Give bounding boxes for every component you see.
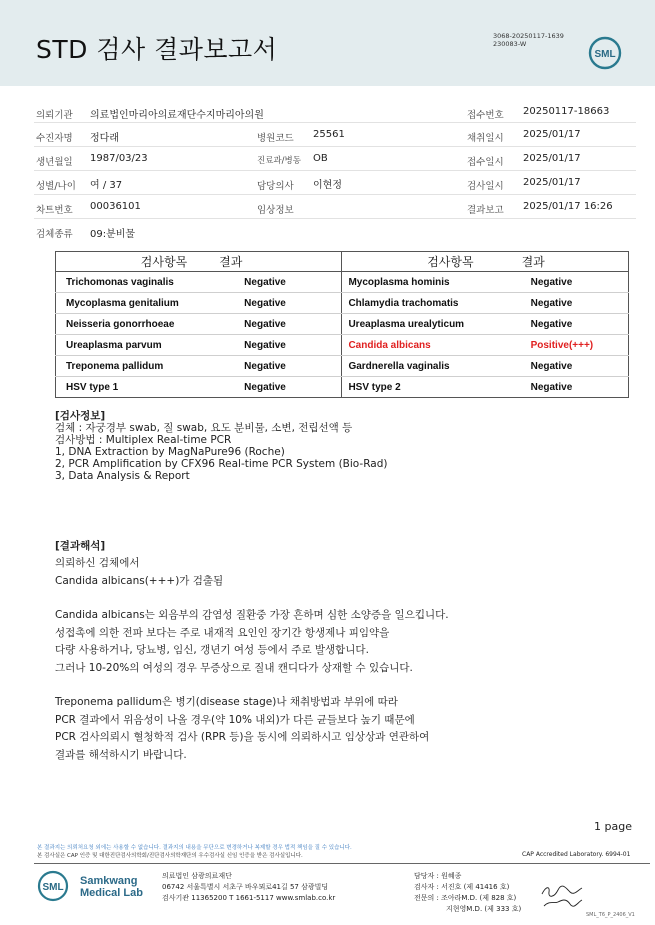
chart-value: 00036101 [90, 201, 141, 212]
footer-divider [34, 863, 650, 864]
test-date-value: 2025/01/17 [523, 177, 581, 188]
test-info-line: 3, Data Analysis & Report [55, 470, 190, 482]
table-row [56, 377, 629, 398]
test-result-positive: Positive(+++) [492, 335, 629, 356]
interpretation-line: PCR 결과에서 위음성이 나올 경우(약 10% 내외)가 다른 균들보다 높기 때문에 [55, 713, 415, 726]
interpretation-line: Treponema pallidum은 병기(disease stage)나 채취방법과 부위에 따라 [55, 696, 398, 708]
specimen-label: 검체종류 [36, 229, 73, 240]
test-result: Negative [492, 356, 629, 377]
sml-logo-text: SML [594, 49, 616, 60]
test-result: Negative [492, 293, 629, 314]
test-item: Neisseria gonorrhoeae [56, 314, 206, 335]
birth-label: 생년월일 [36, 157, 73, 168]
report-date-value: 2025/01/17 16:26 [523, 201, 613, 212]
reception-value: 20250117-18663 [523, 106, 610, 117]
divider [34, 122, 636, 123]
footer-note-1: 본 결과지는 의뢰처요청 외에는 사용할 수 없습니다. 결과지의 내용을 무단으로 변경하거나 복제할 경우 법적 책임을 질 수 있습니다. [37, 845, 352, 851]
test-result: Negative [205, 335, 342, 356]
results-table [55, 251, 629, 398]
divider [34, 170, 636, 171]
chart-label: 차트번호 [36, 205, 73, 216]
interpretation-line: 다량 사용하거나, 당뇨병, 임신, 갱년기 여성 등에서 주로 발생합니다. [55, 644, 369, 656]
clinical-label: 임상정보 [257, 205, 294, 216]
col-result-left: 결과 [205, 252, 342, 272]
test-item: Ureaplasma parvum [56, 335, 206, 356]
interpretation-line: 결과를 해석하시기 바랍니다. [55, 748, 187, 761]
col-result-right: 결과 [492, 252, 629, 272]
staff-line: 지현영M.D. (제 333 호) [446, 905, 522, 913]
interpretation-line: 그러나 10-20%의 여성의 경우 무증상으로 질내 캔디다가 상재할 수 있습니다. [55, 661, 413, 674]
interpretation-paragraph [55, 607, 449, 677]
interpretation-line: Candida albicans(+++)가 검출됨 [55, 574, 224, 587]
sex-age-value: 여 / 37 [90, 180, 123, 191]
report-header [0, 0, 655, 86]
divider [34, 194, 636, 195]
test-item: Treponema pallidum [56, 356, 206, 377]
test-result: Negative [492, 272, 629, 293]
test-item: Trichomonas vaginalis [56, 272, 206, 293]
interpretation-line: PCR 검사의뢰시 혈청학적 검사 (RPR 등)을 동시에 의뢰하시고 임상상과 연관하여 [55, 731, 430, 743]
samkwang-logo-text: SML [42, 882, 64, 893]
patient-value: 정다래 [90, 133, 119, 144]
divider [34, 218, 636, 219]
lab-name [80, 875, 143, 899]
dept-label: 진료과/병동 [257, 156, 301, 166]
results-header-row [56, 252, 629, 272]
org-name: 의료법인 삼광의료재단 [162, 872, 232, 880]
test-result: Negative [205, 314, 342, 335]
receive-date-value: 2025/01/17 [523, 153, 581, 164]
test-result: Negative [205, 293, 342, 314]
test-result: Negative [205, 356, 342, 377]
lab-name-line-2: Medical Lab [80, 887, 143, 899]
signature-icon [540, 882, 584, 912]
test-info-line: 검체 : 자궁경부 swab, 질 swab, 요도 분비물, 소변, 전립선액 등 [55, 422, 353, 434]
org-contact: 검사기관 11365200 T 1661-5117 www.smlab.co.kr [162, 894, 336, 902]
interpretation-section [55, 538, 449, 764]
test-result: Negative [205, 272, 342, 293]
staff-line: 검사자 : 서진호 (제 41416 호) [414, 883, 510, 891]
patient-label: 수진자명 [36, 133, 73, 144]
doctor-value: 이현정 [313, 180, 342, 191]
document-code-line-2: 230083-W [493, 40, 527, 48]
table-row [56, 272, 629, 293]
specimen-value: 09:분비물 [90, 229, 136, 240]
lab-name-line-1: Samkwang [80, 875, 138, 887]
test-info-section [55, 410, 387, 482]
birth-value: 1987/03/23 [90, 153, 148, 164]
report-date-label: 결과보고 [467, 205, 504, 216]
test-date-label: 검사일시 [467, 181, 504, 192]
sex-age-label: 성별/나이 [36, 181, 76, 192]
institution-value: 의료법인마리아의료재단수지마리아의원 [90, 110, 264, 121]
dept-value: OB [313, 153, 328, 164]
divider [34, 146, 636, 147]
document-code-line-1: 3068-20250117-1639 [493, 32, 564, 40]
collect-date-value: 2025/01/17 [523, 129, 581, 140]
interpretation-paragraph [55, 694, 449, 764]
samkwang-logo-icon [36, 870, 76, 902]
table-row [56, 356, 629, 377]
receive-date-label: 접수일시 [467, 157, 504, 168]
hospital-code-label: 병원코드 [257, 133, 294, 144]
interpretation-line: Candida albicans는 외음부의 감염성 질환중 가장 흔하며 심한 소양증을 일으킵니다. [55, 609, 449, 621]
report-title: STD 검사 결과보고서 [36, 35, 278, 64]
staff-line: 전문의 : 조아라M.D. (제 828 호) [414, 894, 517, 902]
test-item: HSV type 1 [66, 381, 119, 393]
table-row [56, 335, 629, 356]
interpretation-line: 의뢰하신 검체에서 [55, 557, 140, 569]
col-item-left: 검사항목 [56, 252, 206, 272]
footer-note-2: 본 검사실은 CAP 인증 및 대한진단검사의학회/진단검사의학재단의 우수검사실 신임 인증을 받은 검사실입니다. [37, 853, 303, 859]
page-number: 1 page [594, 820, 632, 833]
staff-line: 담당자 : 원혜종 [414, 872, 462, 880]
interpretation-header: [결과해석] [55, 540, 106, 552]
table-row [56, 314, 629, 335]
table-row [56, 293, 629, 314]
test-item-positive: Candida albicans [342, 335, 492, 356]
test-info-line: 2, PCR Amplification by CFX96 Real-time PCR System (Bio-Rad) [55, 458, 388, 470]
org-address: 06742 서울특별시 서초구 바우뫼로41길 57 삼광빌딩 [162, 883, 329, 891]
test-result: Negative [244, 381, 286, 393]
doctor-label: 담당의사 [257, 181, 294, 192]
test-result: Negative [492, 314, 629, 335]
test-item: Mycoplasma genitalium [56, 293, 206, 314]
interpretation-line: 성접촉에 의한 전파 보다는 주로 내재적 요인인 장기간 항생제나 피임약을 [55, 626, 390, 639]
test-info-line: 1, DNA Extraction by MagNaPure96 (Roche) [55, 446, 285, 458]
document-code [493, 32, 564, 48]
col-item-right: 검사항목 [342, 252, 492, 272]
test-item: Mycoplasma hominis [342, 272, 492, 293]
interpretation-paragraph [55, 555, 449, 590]
test-item: Ureaplasma urealyticum [342, 314, 492, 335]
test-item: Gardnerella vaginalis [342, 356, 492, 377]
hospital-code-value: 25561 [313, 129, 345, 140]
test-item: Chlamydia trachomatis [342, 293, 492, 314]
form-code: SML_T6_P_2406_V1 [586, 912, 635, 918]
cap-accreditation: CAP Accredited Laboratory. 6994-01 [522, 851, 631, 858]
test-info-header: [검사정보] [55, 410, 106, 422]
test-result: Negative [530, 381, 573, 393]
collect-date-label: 채취일시 [467, 133, 504, 144]
institution-label: 의뢰기관 [36, 110, 73, 121]
sml-logo-icon [588, 36, 622, 70]
reception-label: 접수번호 [467, 110, 504, 121]
test-item: HSV type 2 [342, 377, 492, 398]
test-info-line: 검사방법 : Multiplex Real-time PCR [55, 434, 232, 446]
